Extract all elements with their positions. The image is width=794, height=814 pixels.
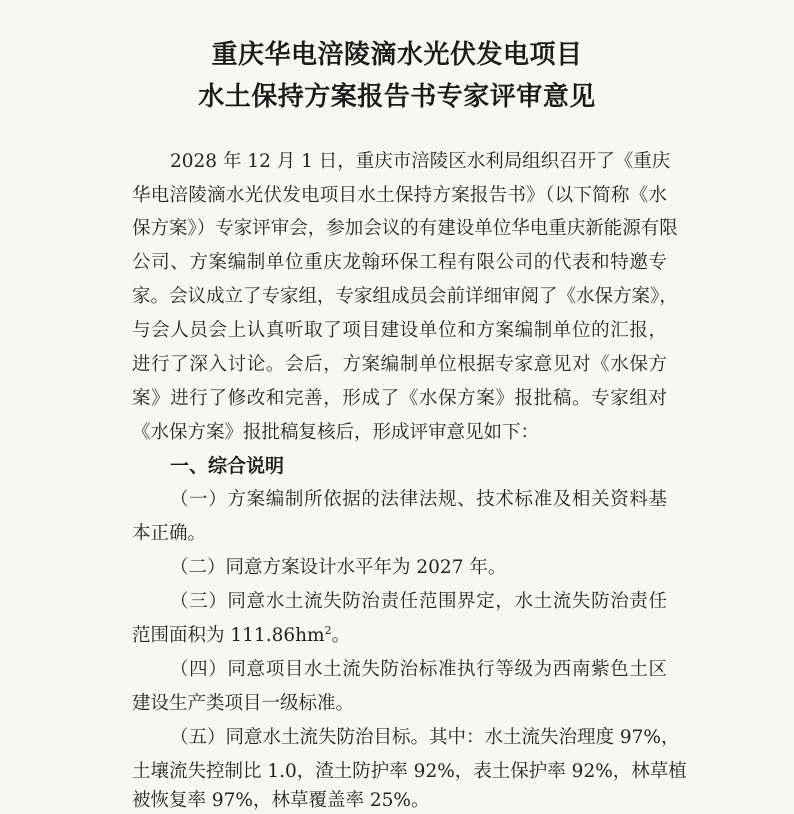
- paragraph-line: 公司、方案编制单位重庆龙翰环保工程有限公司的代表和特邀专: [132, 252, 667, 273]
- item-5-line: （五）同意水土流失防治目标。其中：水土流失治理度 97%，: [170, 727, 680, 748]
- paragraph-line: 《水保方案》报批稿复核后，形成评审意见如下：: [132, 422, 540, 443]
- paragraph-line: 进行了深入讨论。会后，方案编制单位根据专家意见对《水保方: [132, 354, 667, 375]
- item-2-line: （二）同意方案设计水平年为 2027 年。: [170, 557, 507, 578]
- item-4-line: 建设生产类项目一级标准。: [132, 693, 355, 714]
- item-1-line: （一）方案编制所依据的法律法规、技术标准及相关资料基: [170, 489, 667, 510]
- area-unit-superscript: 2: [324, 623, 332, 637]
- area-end-punct: 。: [331, 625, 351, 646]
- document-title-line-1: 重庆华电涪陵滴水光伏发电项目: [211, 40, 583, 70]
- document-title-line-2: 水土保持方案报告书专家评审意见: [198, 82, 596, 112]
- item-5-line: 被恢复率 97%，林草覆盖率 25%。: [132, 790, 430, 811]
- item-1-line: 本正确。: [132, 523, 207, 544]
- paragraph-line: 华电涪陵滴水光伏发电项目水土保持方案报告书》（以下简称《水: [132, 185, 667, 206]
- paragraph-line: 2028 年 12 月 1 日，重庆市涪陵区水利局组织召开了《重庆: [170, 151, 671, 172]
- paragraph-line: 案》进行了修改和完善，形成了《水保方案》报批稿。专家组对: [132, 388, 667, 409]
- paragraph-line: 家。会议成立了专家组，专家组成员会前详细审阅了《水保方案》，: [132, 286, 678, 307]
- area-text: 范围面积为 111.86hm: [132, 625, 325, 646]
- item-3-line-area: [132, 623, 667, 649]
- item-3-line: （三）同意水土流失防治责任范围界定，水土流失防治责任: [170, 591, 667, 612]
- item-5-line: 土壤流失控制比 1.0，渣土防护率 92%，表土保护率 92%，林草植: [132, 761, 687, 782]
- paragraph-line: 保方案》）专家评审会，参加会议的有建设单位华电重庆新能源有限: [132, 218, 678, 239]
- paragraph-line: 与会人员会上认真听取了项目建设单位和方案编制单位的汇报，: [132, 320, 667, 341]
- item-4-line: （四）同意项目水土流失防治标准执行等级为西南紫色土区: [170, 659, 667, 680]
- section-heading: 一、综合说明: [170, 455, 285, 477]
